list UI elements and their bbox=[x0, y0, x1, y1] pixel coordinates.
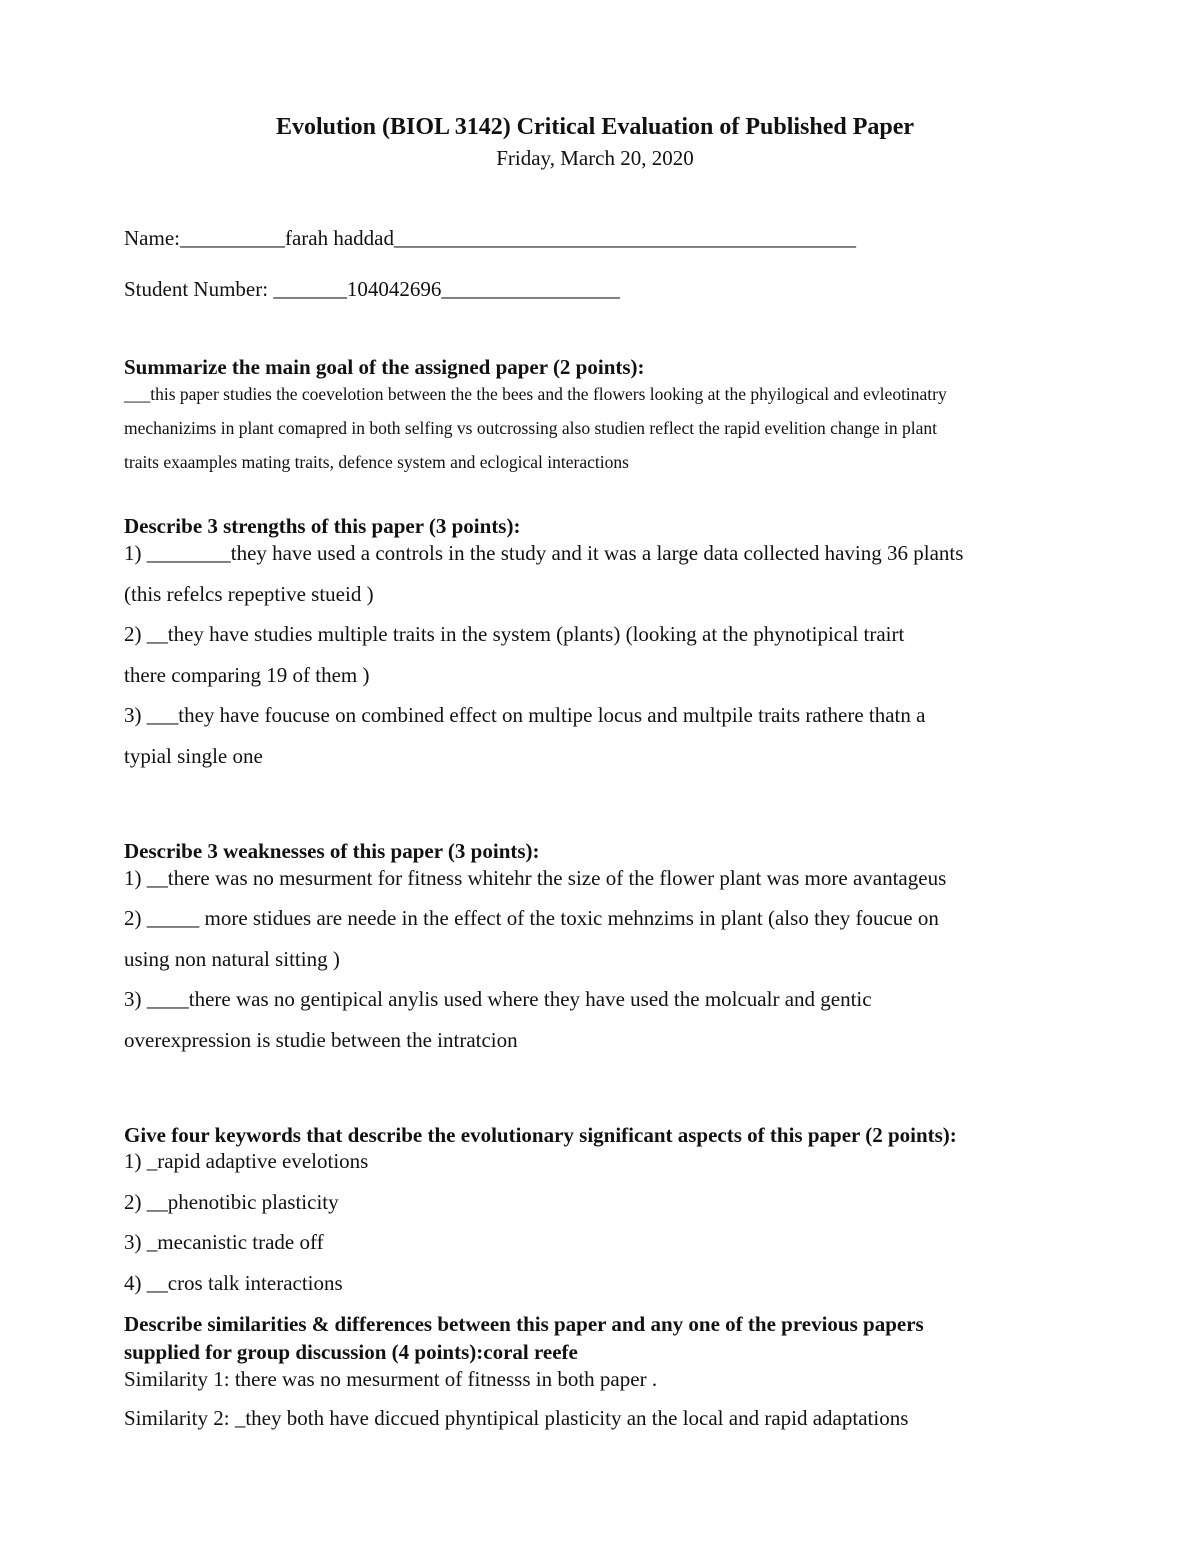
name-value: __________farah haddad____________________________________________ bbox=[179, 226, 857, 250]
strength-line: there comparing 19 of them ) bbox=[124, 663, 370, 687]
strength-line: typial single one bbox=[124, 744, 263, 768]
weaknesses-heading: Describe 3 weaknesses of this paper (3 points): bbox=[124, 839, 540, 863]
strength-line: 3) ___they have foucuse on combined effect on multipe locus and multpile traits rathere thatn a bbox=[124, 703, 926, 727]
document-title: Evolution (BIOL 3142) Critical Evaluation of Published Paper bbox=[275, 114, 915, 140]
document-date: Friday, March 20, 2020 bbox=[496, 146, 694, 170]
strengths-heading: Describe 3 strengths of this paper (3 points): bbox=[124, 514, 521, 538]
summary-line: ___this paper studies the coevelotion between the the bees and the flowers looking at the phyilogical and evleotinatry bbox=[124, 384, 947, 404]
weakness-line: overexpression is studie between the intratcion bbox=[124, 1028, 518, 1052]
name-field bbox=[124, 226, 856, 251]
student-number-label: Student Number: bbox=[124, 277, 274, 301]
strength-line: (this refelcs repeptive stueid ) bbox=[124, 582, 374, 606]
summary-line: mechanizims in plant comapred in both selfing vs outcrossing also studien reflect the rapid evelition change in plant bbox=[124, 418, 938, 438]
summary-heading: Summarize the main goal of the assigned paper (2 points): bbox=[124, 355, 645, 379]
name-label: Name: bbox=[124, 226, 180, 250]
comparison-heading-line1: Describe similarities & differences between this paper and any one of the previous papers bbox=[124, 1312, 924, 1336]
keyword-line: 2) __phenotibic plasticity bbox=[124, 1190, 339, 1214]
weakness-line: using non natural sitting ) bbox=[124, 947, 340, 971]
keywords-heading: Give four keywords that describe the evolutionary significant aspects of this paper (2 points): bbox=[124, 1123, 957, 1147]
keyword-line: 4) __cros talk interactions bbox=[124, 1271, 343, 1295]
strength-line: 1) ________they have used a controls in the study and it was a large data collected having 36 plants bbox=[124, 541, 964, 565]
strength-line: 2) __they have studies multiple traits in the system (plants) (looking at the phynotipical trairt bbox=[124, 622, 905, 646]
keyword-line: 1) _rapid adaptive evelotions bbox=[124, 1149, 369, 1173]
comparison-heading-line2: supplied for group discussion (4 points):coral reefe bbox=[124, 1340, 578, 1364]
weakness-line: 3) ____there was no gentipical anylis used where they have used the molcualr and gentic bbox=[124, 987, 872, 1011]
weakness-line: 1) __there was no mesurment for fitness whitehr the size of the flower plant was more avantageus bbox=[124, 866, 947, 890]
similarity-line: Similarity 2: _they both have diccued phyntipical plasticity an the local and rapid adaptations bbox=[124, 1406, 909, 1430]
similarity-line: Similarity 1: there was no mesurment of fitnesss in both paper . bbox=[124, 1367, 658, 1391]
summary-line: traits exaamples mating traits, defence system and eclogical interactions bbox=[124, 452, 629, 472]
student-number-field bbox=[124, 277, 620, 302]
student-number-value: _______104042696_________________ bbox=[273, 277, 620, 301]
weakness-line: 2) _____ more stidues are neede in the effect of the toxic mehnzims in plant (also they foucue on bbox=[124, 906, 939, 930]
keyword-line: 3) _mecanistic trade off bbox=[124, 1230, 324, 1254]
